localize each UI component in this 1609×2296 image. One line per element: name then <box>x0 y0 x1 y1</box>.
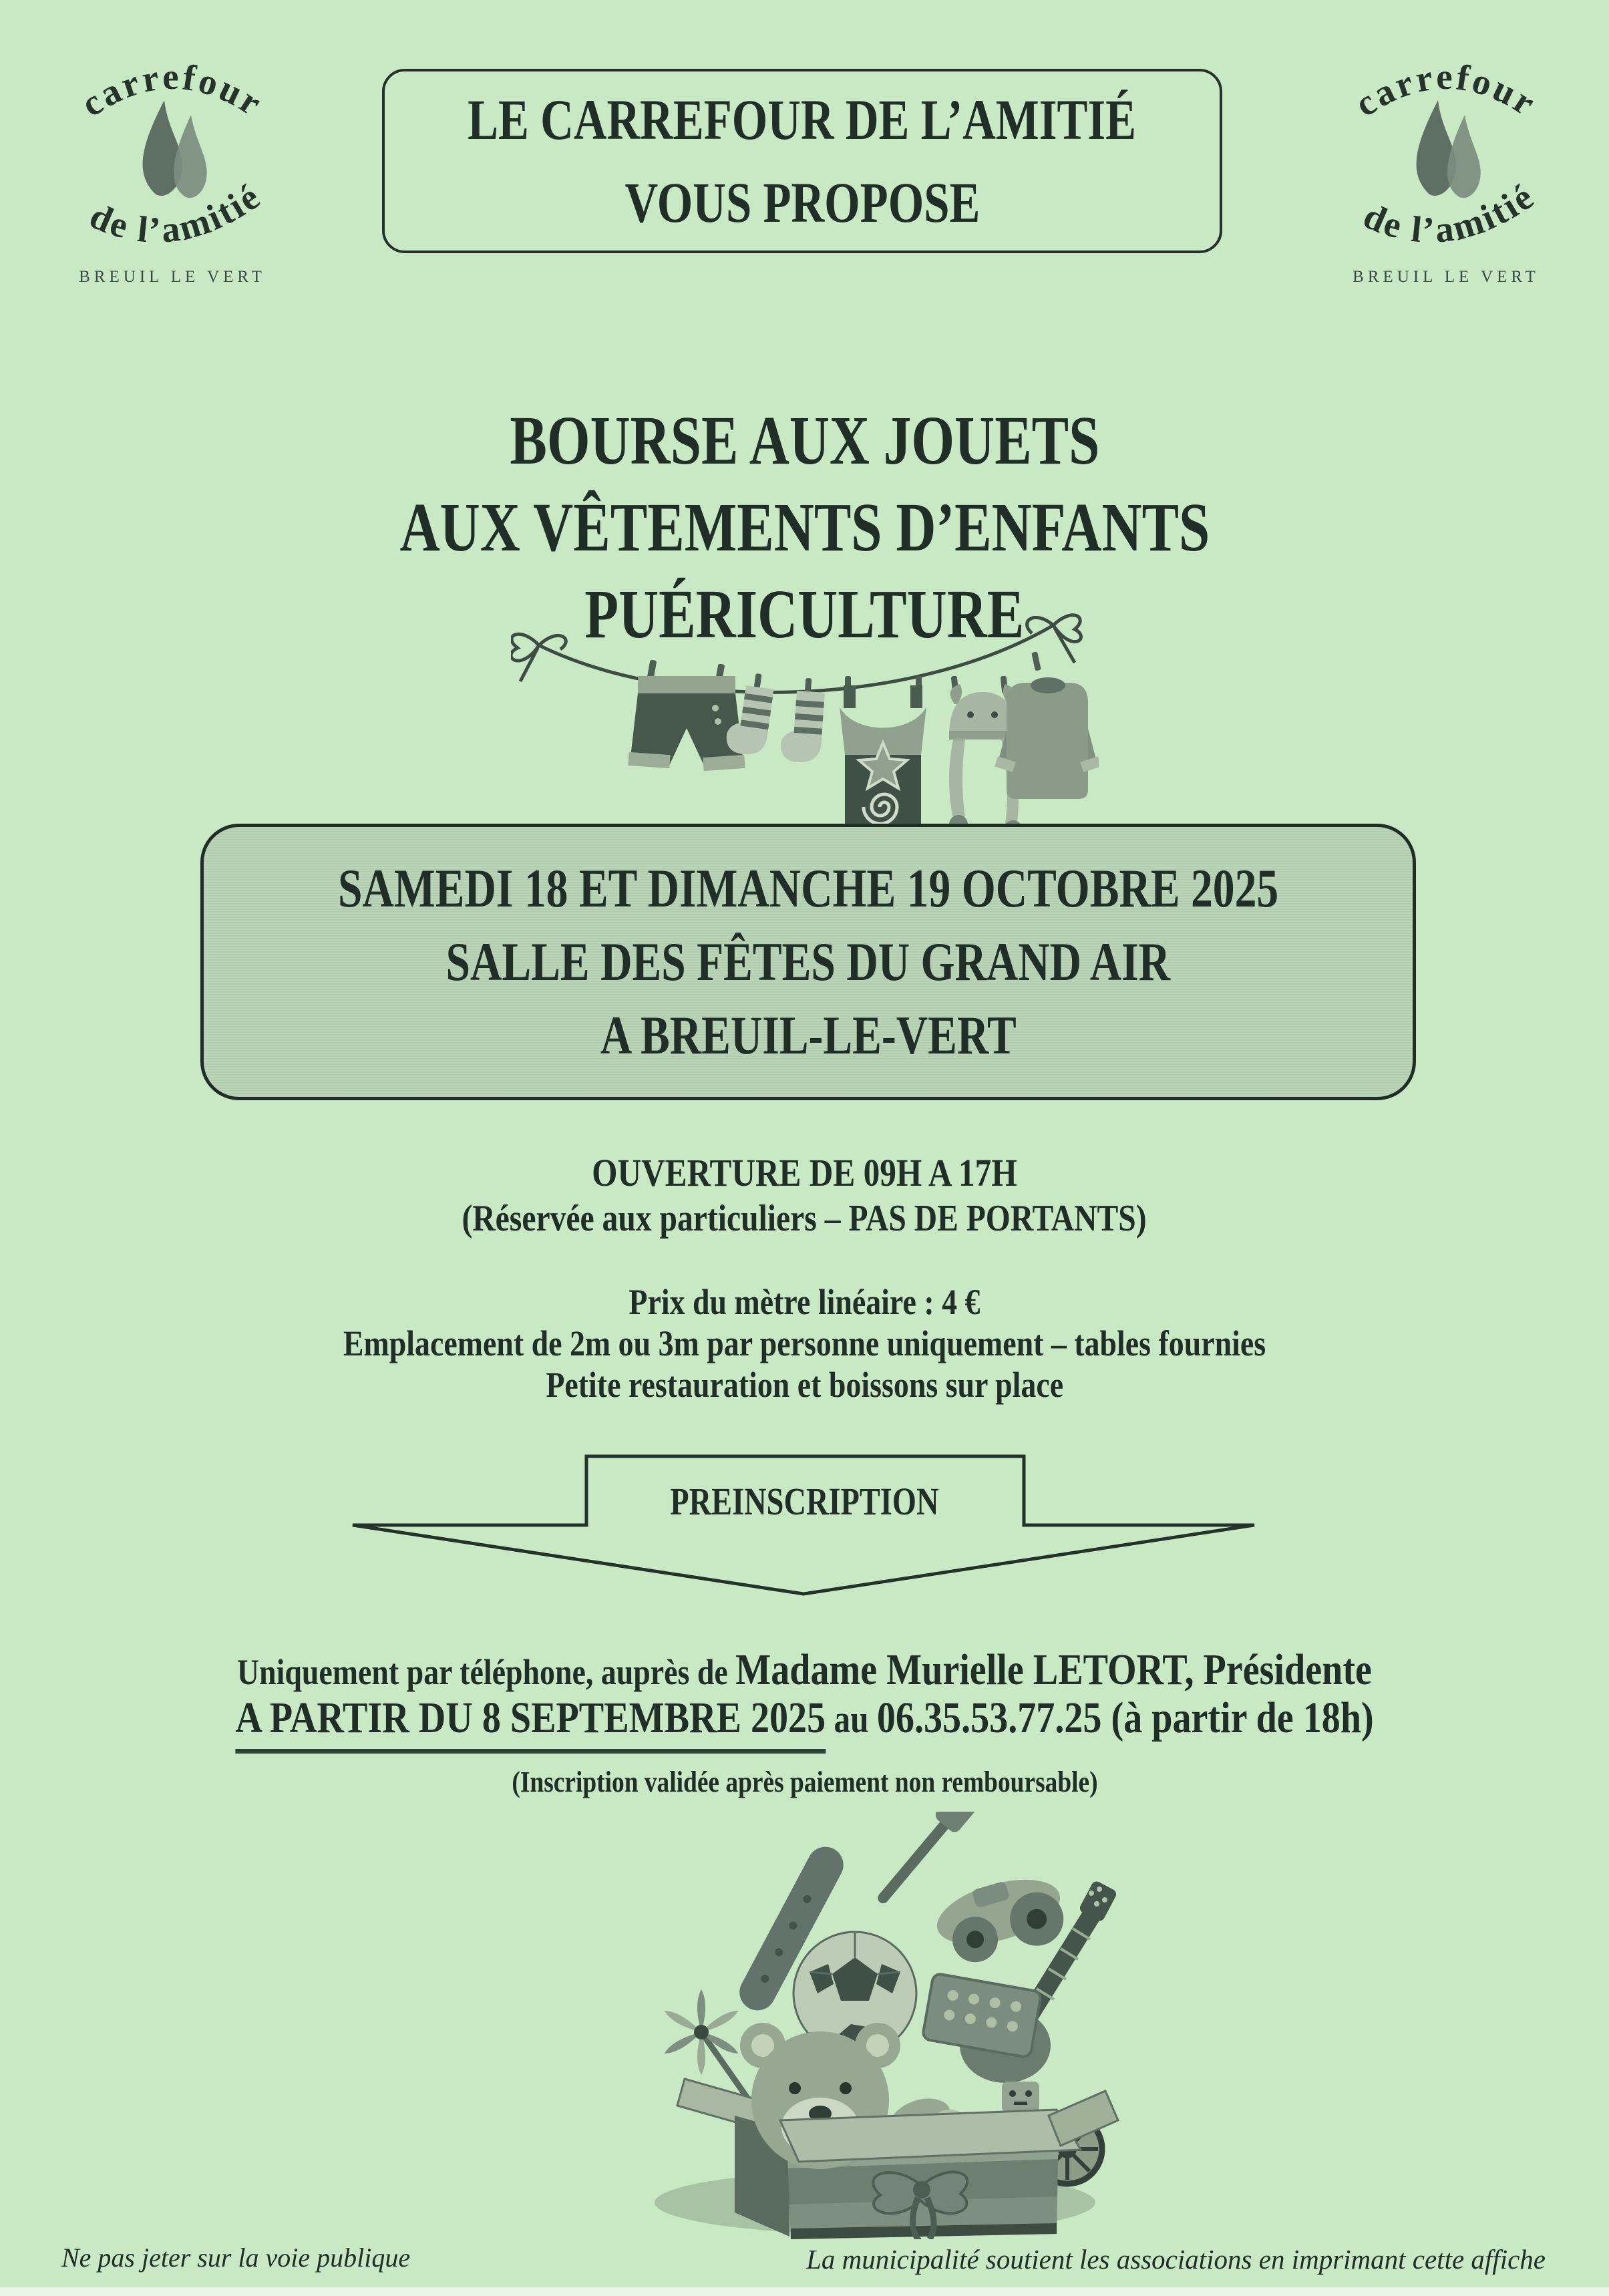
preinscription-label: PREINSCRIPTION <box>670 1480 939 1523</box>
logo-arc-top-text: carrefour <box>73 55 271 125</box>
pinwheel-toy <box>663 1989 748 2099</box>
toy-car <box>930 1867 1071 1971</box>
main-title-line1: BOURSE AUX JOUETS <box>509 402 1100 479</box>
footer-disposal-notice: Ne pas jeter sur la voie publique <box>61 2243 411 2273</box>
clothesline-illustration <box>511 607 1099 837</box>
pitch-size-info: Emplacement de 2m ou 3m par personne uniquement – tables fournies <box>343 1323 1266 1363</box>
logo-subtitle-text: BREUIL LE VERT <box>1353 268 1540 286</box>
logo-subtitle-text: BREUIL LE VERT <box>79 268 266 286</box>
event-venue: SALLE DES FÊTES DU GRAND AIR <box>445 931 1171 992</box>
main-title-line3: PUÉRICULTURE <box>584 576 1025 653</box>
logo-arc-top-text: carrefour <box>1347 55 1545 125</box>
scan-edge-strip <box>0 2287 1609 2296</box>
logo-arc-bottom-text: de l’amitié <box>1357 175 1542 251</box>
header-line1: LE CARREFOUR DE L’AMITIÉ <box>468 88 1137 152</box>
flame-icon <box>1417 100 1481 198</box>
baby-shorts <box>628 659 745 771</box>
baby-sweater <box>995 651 1099 799</box>
event-date: SAMEDI 18 ET DIMANCHE 19 OCTOBRE 2025 <box>337 858 1279 919</box>
event-details-box <box>200 824 1416 1100</box>
header-box <box>382 69 1222 253</box>
registration-note: (Inscription validée après paiement non remboursable) <box>511 1766 1098 1798</box>
footer-municipality-notice: La municipalité soutient les associations en imprimant cette affiche <box>806 2244 1546 2275</box>
header-line2: VOUS PROPOSE <box>624 170 980 234</box>
catering-info: Petite restauration et boissons sur place <box>546 1365 1063 1405</box>
registration-phone-line <box>0 1645 1609 1695</box>
registration-date-line <box>0 1693 1609 1744</box>
registration-contact-name: Madame Murielle LETORT, Présidente <box>735 1645 1372 1694</box>
opening-hours: OUVERTURE DE 09H A 17H <box>592 1151 1017 1194</box>
mallet-toy <box>868 1812 978 1911</box>
toybox-illustration <box>621 1812 1129 2239</box>
flame-icon <box>143 100 207 198</box>
down-arrow-shape <box>347 1438 1269 1611</box>
logo-arc-bottom-text: de l’amitié <box>83 175 269 251</box>
registration-phone-number: 06.35.53.77.25 (à partir de 18h) <box>876 1693 1374 1742</box>
clothesline-string <box>539 625 1053 692</box>
tank-top <box>840 676 926 837</box>
opening-restriction: (Réservée aux particuliers – PAS DE PORTANTS) <box>462 1198 1147 1239</box>
price-per-metre: Prix du mètre linéaire : 4 € <box>629 1282 980 1322</box>
event-town: A BREUIL-LE-VERT <box>600 1005 1017 1065</box>
main-title-line2: AUX VÊTEMENTS D’ENFANTS <box>399 489 1210 566</box>
registration-connector: au <box>826 1697 877 1741</box>
association-logo-left <box>52 20 293 287</box>
game-pad-toy <box>922 1973 1042 2058</box>
registration-start-date: A PARTIR DU 8 SEPTEMBRE 2025 <box>235 1693 826 1754</box>
left-bow <box>511 634 566 681</box>
association-logo-right <box>1326 20 1566 287</box>
registration-method-text: Uniquement par téléphone, auprès de <box>237 1652 736 1692</box>
